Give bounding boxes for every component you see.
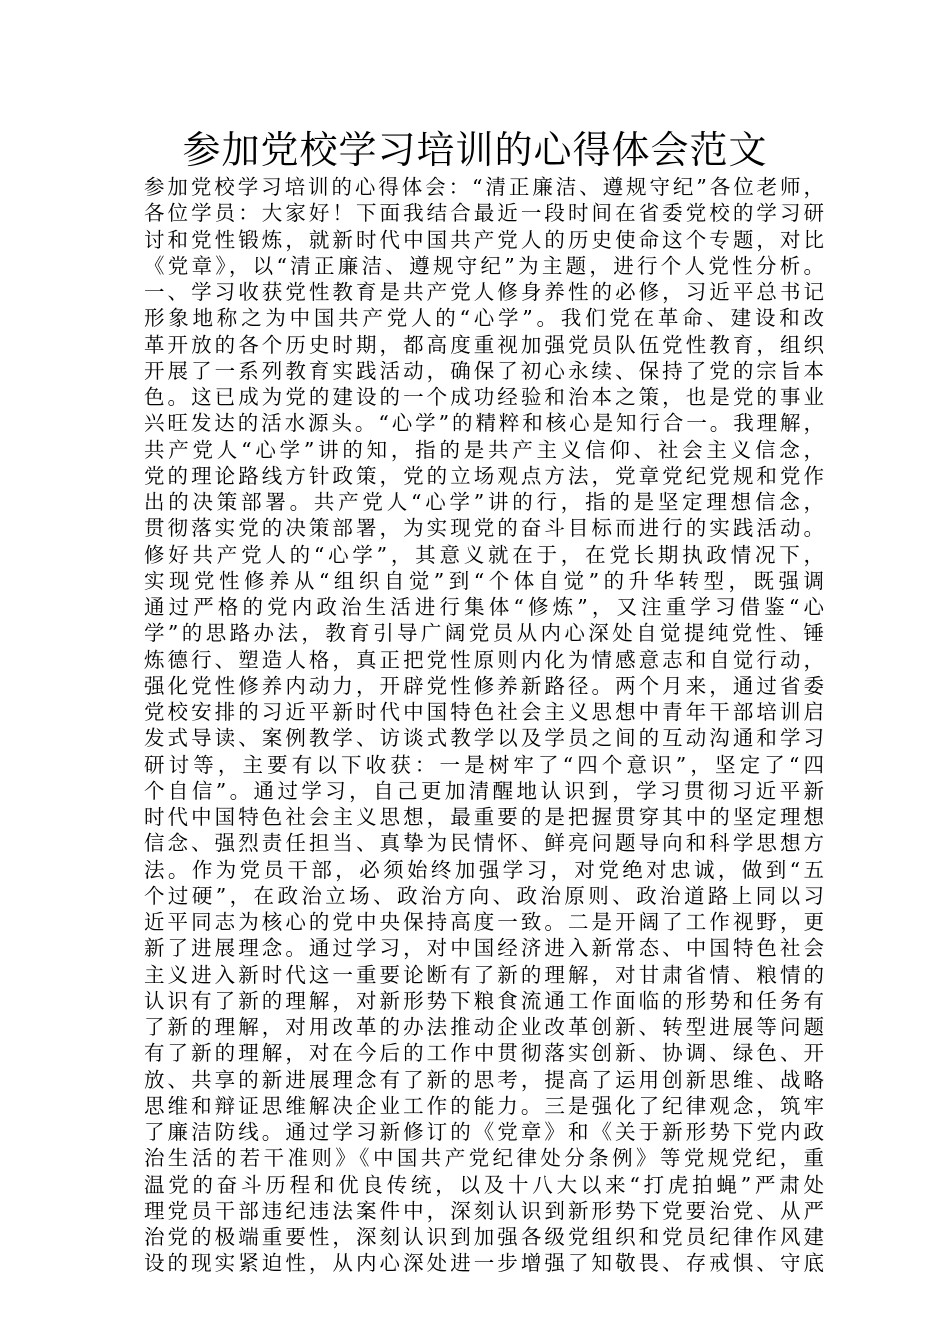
body-text-line: 新了进展理念。通过学习，对中国经济进入新常态、中国特色社会 xyxy=(144,936,824,961)
body-text-line: 时代中国特色社会主义思想，最重要的是把握贯穿其中的坚定理想 xyxy=(144,805,824,829)
body-text-line: 出的决策部署。共产党人“心学”讲的行，指的是坚定理想信念， xyxy=(144,490,824,514)
body-text-line: 了廉洁防线。通过学习新修订的《党章》和《关于新形势下党内政 xyxy=(144,1120,824,1144)
body-text-line: 色。这已成为党的建设的一个成功经验和治本之策，也是党的事业 xyxy=(144,385,824,409)
body-text-line: 一、学习收获党性教育是共产党人修身养性的必修，习近平总书记 xyxy=(144,280,824,304)
body-text-line: 理党员干部违纪违法案件中，深刻认识到新形势下党要治党、从严 xyxy=(144,1198,824,1223)
body-text-line: 参加党校学习培训的心得体会：“清正廉洁、遵规守纪”各位老师， xyxy=(144,175,824,199)
body-text-line: 主义进入新时代这一重要论断有了新的理解，对甘肃省情、粮情的 xyxy=(144,962,824,987)
document-title: 参加党校学习培训的心得体会范文 xyxy=(182,128,768,172)
body-text-line: 修好共产党人的“心学”，其意义就在于，在党长期执政情况下， xyxy=(144,542,824,567)
body-text-line: 发式导读、案例教学、访谈式教学以及学员之间的互动沟通和学习 xyxy=(144,726,824,751)
body-text-line: 兴旺发达的活水源头。“心学”的精粹和核心是知行合一。我理解， xyxy=(144,411,824,436)
body-text-line: 炼德行、塑造人格，真正把党性原则内化为情感意志和自觉行动， xyxy=(144,647,824,672)
body-text-line: 通过严格的党内政治生活进行集体“修炼”，又注重学习借鉴“心 xyxy=(144,595,824,619)
body-text-line: 放、共享的新进展理念有了新的思考，提高了运用创新思维、战略 xyxy=(144,1067,824,1092)
body-text-line: 个自信”。通过学习，自己更加清醒地认识到，学习贯彻习近平新 xyxy=(144,778,824,803)
body-text-line: 设的现实紧迫性，从内心深处进一步增强了知敬畏、存戒惧、守底 xyxy=(144,1251,824,1276)
body-text-line: 贯彻落实党的决策部署，为实现党的奋斗目标而进行的实践活动。 xyxy=(144,516,824,541)
body-text-line: 讨和党性锻炼，就新时代中国共产党人的历史使命这个专题，对比 xyxy=(144,227,824,252)
body-text-line: 信念、强烈责任担当、真挚为民情怀、鲜亮问题导向和科学思想方 xyxy=(144,831,824,856)
body-text-line: 治党的极端重要性，深刻认识到加强各级党组织和党员纪律作风建 xyxy=(144,1225,824,1249)
body-text-line: 学”的思路办法，教育引导广阔党员从内心深处自觉提纯党性、锤 xyxy=(144,621,824,646)
body-text-line: 了新的理解，对用改革的办法推动企业改革创新、转型进展等问题 xyxy=(144,1015,824,1039)
body-text-line: 革开放的各个历史时期，都高度重视加强党员队伍党性教育，组织 xyxy=(144,332,824,357)
body-text-line: 温党的奋斗历程和优良传统，以及十八大以来“打虎拍蝇”严肃处 xyxy=(144,1172,824,1197)
body-text-line: 近平同志为核心的党中央保持高度一致。二是开阔了工作视野，更 xyxy=(144,910,824,934)
body-text-line: 形象地称之为中国共产党人的“心学”。我们党在革命、建设和改 xyxy=(144,306,824,331)
body-text-line: 党校安排的习近平新时代中国特色社会主义思想中青年干部培训启 xyxy=(144,700,824,724)
body-text-line: 认识有了新的理解，对新形势下粮食流通工作面临的形势和任务有 xyxy=(144,988,824,1013)
body-text-line: 实现党性修养从“组织自觉”到“个体自觉”的升华转型，既强调 xyxy=(144,568,824,593)
body-text-line: 个过硬”，在政治立场、政治方向、政治原则、政治道路上同以习 xyxy=(144,883,824,908)
body-text-line: 共产党人“心学”讲的知，指的是共产主义信仰、社会主义信念， xyxy=(144,437,824,462)
body-text-line: 开展了一系列教育实践活动，确保了初心永续、保持了党的宗旨本 xyxy=(144,358,824,383)
document-body xyxy=(144,174,824,1277)
body-text-line: 研讨等，主要有以下收获：一是树牢了“四个意识”，坚定了“四 xyxy=(144,752,824,777)
body-text-line: 党的理论路线方针政策，党的立场观点方法，党章党纪党规和党作 xyxy=(144,463,824,488)
body-text-line: 强化党性修养内动力，开辟党性修养新路径。两个月来，通过省委 xyxy=(144,673,824,698)
body-text-line: 思维和辩证思维解决企业工作的能力。三是强化了纪律观念，筑牢 xyxy=(144,1093,824,1118)
body-text-line: 法。作为党员干部，必须始终加强学习，对党绝对忠诚，做到“五 xyxy=(144,857,824,882)
body-text-line: 治生活的若干准则》《中国共产党纪律处分条例》等党规党纪，重 xyxy=(144,1146,824,1171)
body-text-line: 有了新的理解，对在今后的工作中贯彻落实创新、协调、绿色、开 xyxy=(144,1041,824,1066)
body-text-line: 各位学员：大家好！下面我结合最近一段时间在省委党校的学习研 xyxy=(144,201,824,226)
body-text-line: 《党章》，以“清正廉洁、遵规守纪”为主题，进行个人党性分析。 xyxy=(144,253,824,278)
